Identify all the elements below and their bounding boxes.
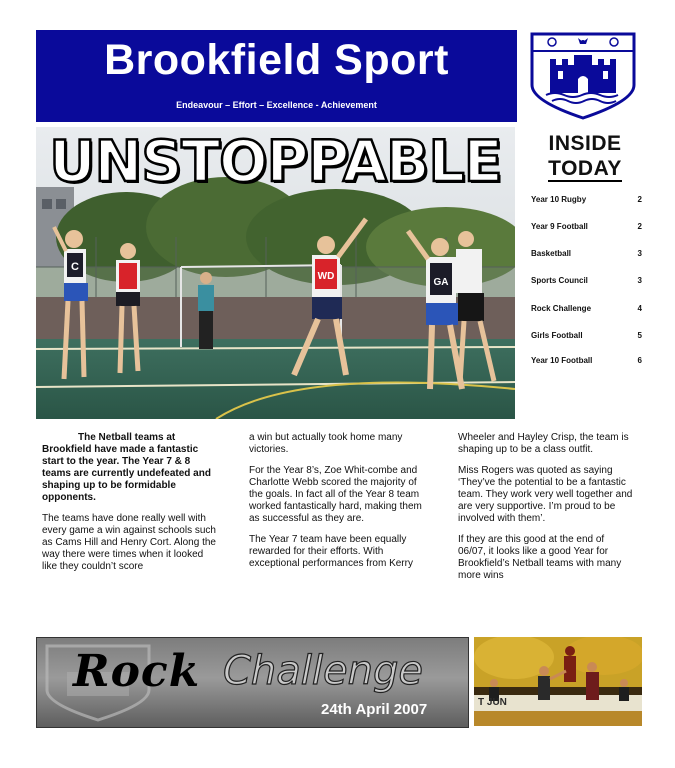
article-paragraph: The teams have done really well with every game a win against schools such as Cams Hill and Henry Cort. Along the way there were times when it looked like they couldn’t score — [42, 513, 216, 572]
toc-item-label: Basketball — [531, 249, 572, 258]
inside-heading-line1: INSIDE — [548, 132, 622, 155]
rock-challenge-date: 24th April 2007 — [321, 701, 428, 718]
toc-item-page: 3 — [637, 249, 642, 258]
toc-item[interactable] — [531, 194, 642, 206]
rock-challenge-banner[interactable] — [36, 637, 469, 728]
article-paragraph: The Year 7 team have been equally rewarded for their efforts. With exceptional performances from Kerry — [249, 534, 413, 569]
masthead-title: Brookfield Sport — [104, 36, 449, 84]
toc-item-page: 2 — [637, 222, 642, 231]
toc-item-label: Year 9 Football — [531, 222, 588, 231]
inside-heading-line2: TODAY — [548, 157, 622, 180]
article-paragraph: Miss Rogers was quoted as saying ‘They’ve the potential to be a fantastic team. They work very well together and are very supportive. I’m proud to be involved with them’. — [458, 465, 633, 524]
bib-label-wd: WD — [317, 271, 335, 282]
toc-item[interactable] — [531, 303, 642, 315]
toc-item-page: 2 — [637, 195, 642, 204]
toc-item[interactable] — [531, 221, 642, 233]
bib-label-c: C — [71, 261, 79, 273]
article-paragraph: For the Year 8’s, Zoe Whit-combe and Charlotte Webb scored the majority of the goals. In fact all of the Year 8 team worked fantastically hard, making them as successful as they are. — [249, 465, 422, 524]
toc-item[interactable] — [531, 355, 642, 367]
rock-word: Rock — [73, 646, 201, 697]
hero-headline: UNSTOPPABLE — [49, 129, 502, 195]
masthead-motto: Endeavour – Effort – Excellence - Achievement — [176, 100, 377, 110]
toc-item-page: 6 — [637, 356, 642, 365]
toc-item-label: Year 10 Rugby — [531, 195, 587, 204]
masthead-banner — [36, 30, 517, 122]
inside-today-heading — [530, 131, 640, 182]
bib-label-ga: GA — [433, 277, 449, 288]
toc-item-page: 5 — [637, 331, 642, 340]
article-paragraph: Wheeler and Hayley Crisp, the team is shaping up to be a class outfit. — [458, 432, 629, 455]
school-crest-icon — [528, 31, 638, 121]
toc-item[interactable] — [531, 330, 642, 342]
article-paragraph: a win but actually took home many victories. — [249, 432, 403, 455]
toc-item-page: 4 — [637, 304, 642, 313]
article-column-3 — [458, 432, 633, 591]
toc-item-label: Sports Council — [531, 276, 588, 285]
toc-item[interactable] — [531, 275, 642, 287]
toc-item-label: Year 10 Football — [531, 356, 593, 365]
article-lead: The Netball teams at Brookfield have made a fantastic start to the year. The Year 7 & 8 teams are currently undefeated and shaping up to be formidable opponents. — [42, 432, 211, 503]
toc-item[interactable] — [531, 248, 642, 260]
photo-banner-text: T JUN — [478, 697, 507, 708]
challenge-word: Challenge — [223, 648, 423, 694]
article-column-1 — [42, 432, 217, 582]
toc-item-label: Girls Football — [531, 331, 583, 340]
article-paragraph: If they are this good at the end of 06/07, it looks like a good Year for Brookfield’s Netball teams with many more wins — [458, 534, 622, 581]
article-column-2 — [249, 432, 424, 579]
hero-photo — [36, 127, 515, 419]
rock-challenge-photo — [474, 637, 642, 726]
toc-item-label: Rock Challenge — [531, 304, 592, 313]
toc-item-page: 3 — [637, 276, 642, 285]
